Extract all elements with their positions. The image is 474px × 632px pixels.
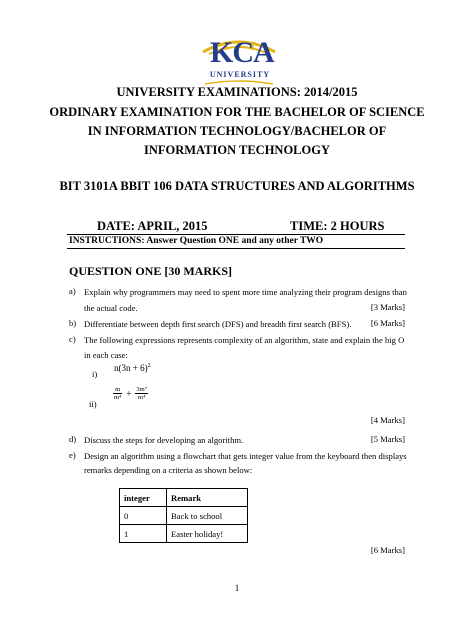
table-row — [120, 525, 248, 543]
exam-title-line-1: UNIVERSITY EXAMINATIONS: 2014/2015 — [116, 85, 358, 99]
logo-subtext: UNIVERSITY — [209, 70, 271, 79]
question-one-title: QUESTION ONE [30 MARKS] — [69, 264, 233, 278]
question-a-line-1: Explain why programmers may need to spent more time analyzing their program designs than — [84, 287, 407, 297]
question-b-text: Differentiate between depth first search (DFS) and breadth first search (BFS). — [84, 319, 352, 329]
question-c-i-label: i) — [92, 369, 98, 379]
table-cell: Easter holiday! — [167, 525, 248, 543]
question-d-text: Discuss the steps for developing an algorithm. — [84, 435, 244, 445]
divider-bottom — [67, 248, 405, 249]
question-c-line-1: The following expressions represents complexity of an algorithm, state and explain the big O — [84, 335, 405, 345]
exam-time: TIME: 2 HOURS — [290, 219, 385, 233]
question-e-label: e) — [69, 450, 76, 460]
exam-title-line-2: ORDINARY EXAMINATION FOR THE BACHELOR OF SCIENCE — [49, 105, 425, 119]
expression-i-exponent: 2 — [147, 363, 151, 369]
fraction-1: $\frac{m}{\text{m⁴}}$ — [114, 385, 122, 401]
exam-date: DATE: APRIL, 2015 — [97, 219, 208, 233]
table-cell: 1 — [120, 525, 167, 543]
table-header-remark: Remark — [167, 489, 248, 507]
question-c-label: c) — [69, 334, 76, 344]
question-c-line-2: in each case: — [84, 350, 128, 360]
expression-i-base: n(3n + 6) — [114, 363, 148, 373]
question-c-ii-label: ii) — [89, 399, 97, 409]
question-c-marks: [4 Marks] — [370, 415, 405, 425]
logo-letters: KCA — [210, 36, 274, 69]
remarks-table — [119, 488, 248, 543]
question-b-label: b) — [69, 318, 77, 328]
plus-sign: + — [126, 388, 132, 399]
instructions: INSTRUCTIONS: Answer Question ONE and any other TWO — [69, 236, 324, 246]
question-c-i-expression — [114, 363, 151, 373]
table-row — [120, 507, 248, 525]
fraction-2: $\frac{\text{3m⁷}}{\text{m⁴}}$ — [136, 385, 147, 401]
question-c-ii-expression — [113, 384, 148, 402]
divider-top — [67, 234, 405, 235]
exam-title-line-4: INFORMATION TECHNOLOGY — [143, 143, 330, 157]
exam-title-line-3: IN INFORMATION TECHNOLOGY/BACHELOR OF — [87, 124, 387, 138]
table-cell: 0 — [120, 507, 167, 525]
page-number: 1 — [234, 583, 240, 593]
question-e-line-2: remarks depending on a criteria as shown below: — [84, 465, 253, 475]
question-b-marks: [6 Marks] — [370, 318, 405, 328]
question-e-line-1: Design an algorithm using a flowchart that gets integer value from the keyboard then displays — [84, 451, 407, 461]
question-a-marks: [3 Marks] — [370, 302, 405, 312]
table-header-integer: integer — [120, 489, 167, 507]
question-d-marks: [5 Marks] — [370, 434, 405, 444]
question-a-line-2: the actual code. — [84, 303, 138, 313]
table-header-row — [120, 489, 248, 507]
question-e-marks: [6 Marks] — [370, 545, 405, 555]
question-d-label: d) — [69, 434, 77, 444]
question-a-label: a) — [69, 286, 76, 296]
table-cell: Back to school — [167, 507, 248, 525]
course-title: BIT 3101A BBIT 106 DATA STRUCTURES AND ALGORITHMS — [59, 179, 415, 193]
